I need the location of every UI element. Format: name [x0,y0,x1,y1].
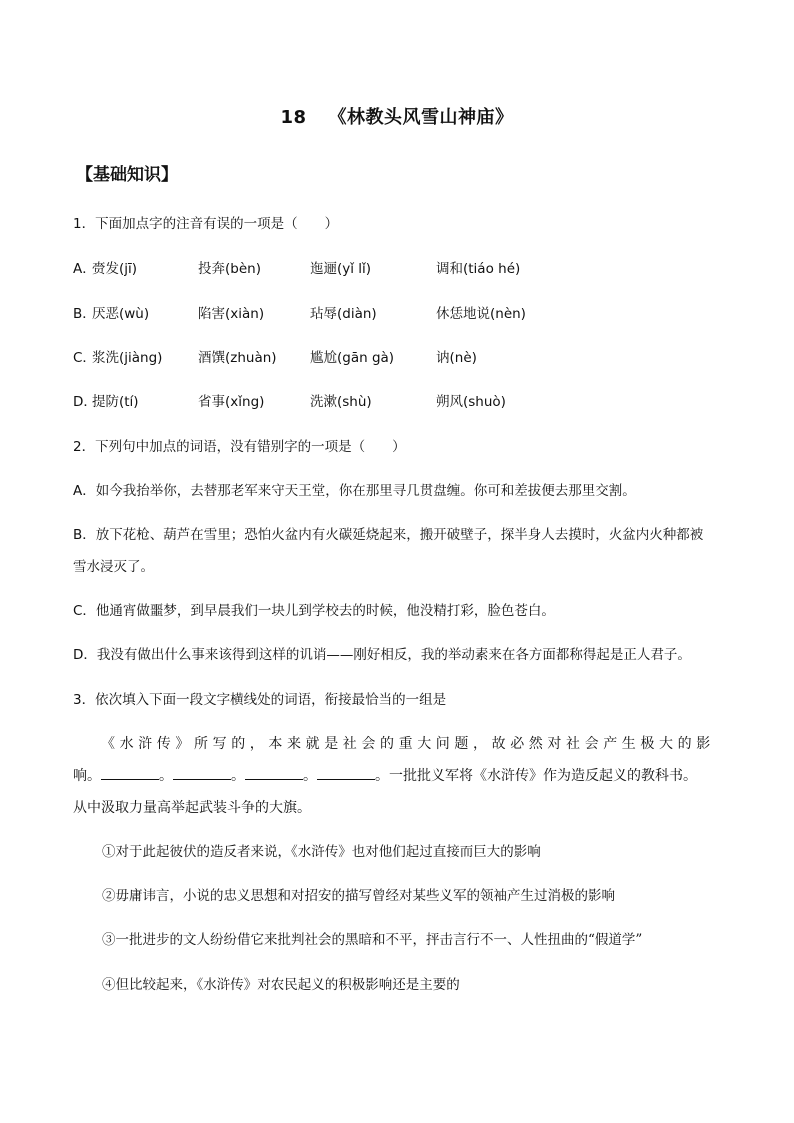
fill-blank-4 [317,765,375,780]
option-item: 投奔(bèn) [198,261,261,277]
option-item: 调和(tiáo hé) [436,261,521,277]
q3-passage-line3: 从中汲取力量高举起武装斗争的大旗。 [73,800,311,816]
passage-text: 一批批义军将《水浒传》作为造反起义的教科书。 [389,768,697,784]
option-item: 厌恶(wù) [92,306,150,322]
section-heading: 【基础知识】 [76,165,178,185]
q2-option-b-line2: 雪水浸灭了。 [73,559,154,575]
q3-passage-line2 [73,765,697,785]
q3-sentence-2: ②毋庸讳言，小说的忠义思想和对招安的描写曾经对某些义军的领袖产生过消极的影响 [102,888,615,904]
q2-option-a: A．如今我抬举你，去替那老军来守天王堂，你在那里寻几贯盘缠。你可和差拔便去那里交割。 [73,483,636,499]
q3-sentence-3: ③一批进步的文人纷纷借它来批判社会的黑暗和不平，抨击言行不一、人性扭曲的“假道学” [102,932,643,948]
option-item: 浆洗(jiàng) [92,350,163,366]
option-item: 讷(nè) [436,350,477,366]
fill-blank-1 [101,765,159,780]
option-item: 尴尬(gān gà) [310,350,395,366]
blank-separator: 。 [303,768,317,784]
option-item: 朔风(shuò) [436,394,506,410]
q2-option-d: D．我没有做出什么事来该得到这样的讥诮——刚好相反，我的举动素来在各方面都称得起是正人君子。 [73,647,691,663]
option-item: 赍发(jī) [92,261,138,277]
q3-sentence-4: ④但比较起来，《水浒传》对农民起义的积极影响还是主要的 [102,977,460,993]
option-item: 省事(xǐng) [198,394,265,410]
passage-text: 响。 [73,768,101,784]
option-label: B． [73,306,96,322]
option-label: C． [73,350,96,366]
fill-blank-2 [173,765,231,780]
q3-passage-line1: 《水浒传》所写的，本来就是社会的重大问题，故必然对社会产生极大的影 [101,736,715,752]
q1-stem: 1．下面加点字的注音有误的一项是（ ） [73,216,339,232]
title-text: 《林教头风雪山神庙》 [328,107,514,128]
q3-sentence-1: ①对于此起彼伏的造反者来说，《水浒传》也对他们起过直接而巨大的影响 [102,844,541,860]
option-item: 洗漱(shù) [310,394,372,410]
q2-stem: 2．下列句中加点的词语，没有错别字的一项是（ ） [73,439,406,455]
q2-option-b-line1: B．放下花枪、葫芦在雪里；恐怕火盆内有火碳延烧起来，搬开破壁子，探半身人去摸时，火盆内火种都被 [73,527,704,543]
blank-separator: 。 [159,768,173,784]
option-item: 陷害(xiàn) [198,306,265,322]
option-label: D． [73,394,97,410]
option-item: 提防(tí) [92,394,139,410]
option-item: 休恁地说(nèn) [436,306,526,322]
page-title [0,103,794,129]
q2-option-c: C．他通宵做噩梦，到早晨我们一块儿到学校去的时候，他没精打彩，脸色苍白。 [73,603,555,619]
option-item: 酒馔(zhuàn) [198,350,277,366]
q3-stem: 3．依次填入下面一段文字横线处的词语，衔接最恰当的一组是 [73,692,447,708]
blank-separator: 。 [231,768,245,784]
option-label: A． [73,261,96,277]
blank-separator: 。 [375,768,389,784]
fill-blank-3 [245,765,303,780]
option-item: 玷辱(diàn) [310,306,377,322]
option-item: 迤逦(yǐ lǐ) [310,261,372,277]
title-number: 18 [280,107,307,128]
